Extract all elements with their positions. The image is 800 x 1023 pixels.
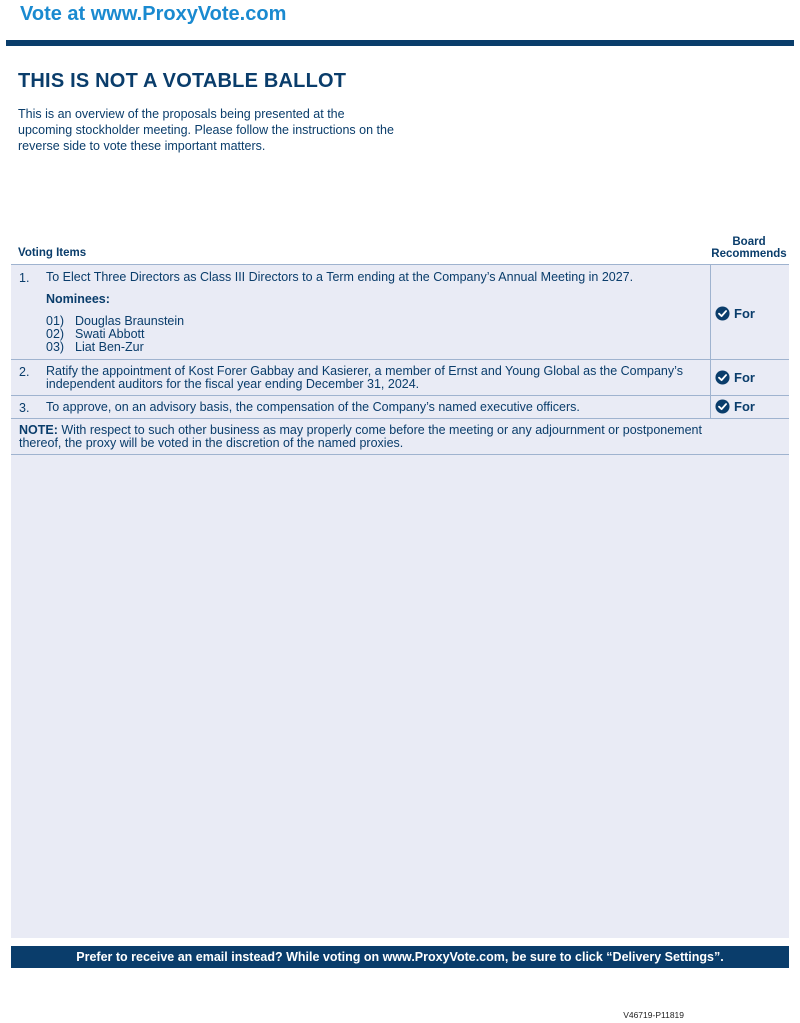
check-circle-icon xyxy=(715,399,730,414)
header-title: Vote at www.ProxyVote.com xyxy=(20,3,287,25)
item-number: 1. xyxy=(19,271,30,285)
recommendation-label: For xyxy=(734,306,755,321)
check-circle-icon xyxy=(715,370,730,385)
nominee-number: 03) xyxy=(46,340,65,354)
recommendation xyxy=(715,399,755,414)
nominee-number: 01) xyxy=(46,314,65,328)
item-number: 2. xyxy=(19,365,30,379)
item-description: To approve, on an advisory basis, the compensation of the Company’s named executive officers. xyxy=(46,400,580,414)
nominee-name: Douglas Braunstein xyxy=(75,314,185,328)
recommendation-cell xyxy=(710,360,790,395)
item-text xyxy=(46,271,706,354)
item-number: 3. xyxy=(19,401,30,415)
item-description: To Elect Three Directors as Class III Directors to a Term ending at the Company’s Annual Meeting in 2027. xyxy=(46,270,634,284)
board-header-line2: Recommends xyxy=(711,248,787,260)
voting-item-1 xyxy=(11,265,789,360)
nominee-1 xyxy=(46,315,706,328)
note-body: With respect to such other business as may properly come before the meeting or any adjournment or postponement thereof, the proxy will be voted in the discretion of the named proxies. xyxy=(19,423,702,450)
board-header-line1: Board xyxy=(732,236,766,248)
check-circle-icon xyxy=(715,306,730,321)
nominee-name: Liat Ben-Zur xyxy=(75,340,144,354)
voting-item-3 xyxy=(11,396,789,419)
nominee-name: Swati Abbott xyxy=(75,327,145,341)
recommendation-label: For xyxy=(734,370,755,385)
recommendation-cell xyxy=(710,396,790,418)
note-label: NOTE: xyxy=(19,423,58,437)
nominees-label: Nominees: xyxy=(46,292,110,306)
recommendation-label: For xyxy=(734,399,755,414)
document-code: V46719-P11819 xyxy=(623,1010,684,1020)
note-text xyxy=(19,424,719,450)
recommendation xyxy=(715,370,755,385)
voting-item-2 xyxy=(11,360,789,396)
recommendation xyxy=(715,306,755,321)
item-description: Ratify the appointment of Kost Forer Gabbay and Kasierer, a member of Ernst and Young Global as the Company’s independent auditors for the fiscal year ending December 31, 2024. xyxy=(46,364,683,391)
delivery-settings-banner: Prefer to receive an email instead? While voting on www.ProxyVote.com, be sure to click “Delivery Settings”. xyxy=(11,946,789,968)
nominee-number: 02) xyxy=(46,327,65,341)
ballot-intro: This is an overview of the proposals being presented at the upcoming stockholder meeting. Please follow the instructions on the reverse side to vote these important matters. xyxy=(18,107,394,153)
voting-items-panel xyxy=(11,264,789,938)
recommendation-cell xyxy=(710,265,790,359)
nominee-2 xyxy=(46,328,706,341)
header-divider xyxy=(6,40,794,46)
voting-items-header: Voting Items xyxy=(18,247,87,259)
note-row xyxy=(11,419,789,455)
ballot-title: THIS IS NOT A VOTABLE BALLOT xyxy=(18,70,347,92)
nominee-3 xyxy=(46,341,706,354)
board-recommends-header xyxy=(708,236,790,260)
